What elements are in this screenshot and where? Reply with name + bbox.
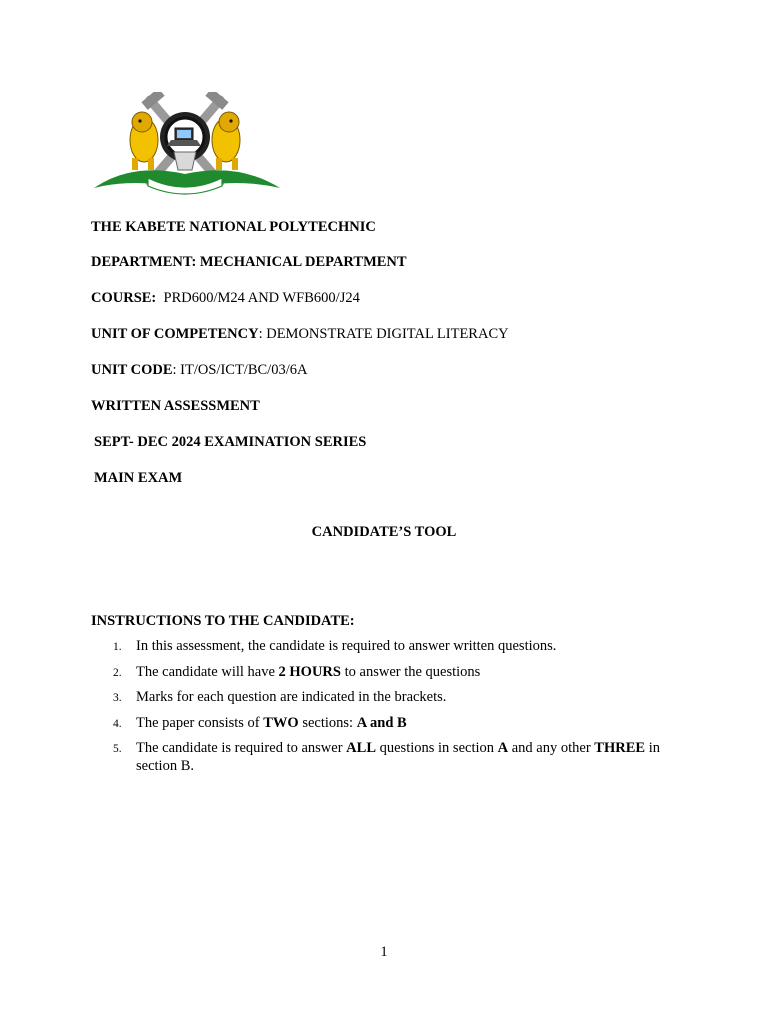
unit-code-value: : IT/OS/ICT/BC/03/6A xyxy=(172,362,308,378)
unit-label: UNIT OF COMPETENCY xyxy=(91,326,259,342)
instruction-emphasis: 2 HOURS xyxy=(278,663,341,680)
instruction-text: to answer the questions xyxy=(340,663,481,680)
institution-name: THE KABETE NATIONAL POLYTECHNIC xyxy=(91,219,376,235)
instruction-emphasis: THREE xyxy=(594,740,646,756)
instruction-emphasis: A and B xyxy=(356,714,407,731)
exam-type: MAIN EXAM xyxy=(94,470,183,486)
assessment-type: WRITTEN ASSESSMENT xyxy=(91,398,260,414)
shield-icon xyxy=(174,152,196,170)
department-line xyxy=(91,253,407,271)
unit-value: : DEMONSTRATE DIGITAL LITERACY xyxy=(258,326,509,342)
instruction-text: in section B. xyxy=(136,740,660,774)
course-line xyxy=(91,289,360,307)
instruction-item xyxy=(91,714,691,732)
course-label: COURSE: xyxy=(91,290,157,306)
instruction-number: 3. xyxy=(113,692,122,704)
instruction-emphasis: TWO xyxy=(263,714,299,731)
instruction-emphasis: A xyxy=(497,740,509,756)
unit-code-label: UNIT CODE xyxy=(91,362,173,378)
instruction-text: The candidate is required to answer xyxy=(136,740,347,756)
unit-of-competency-line xyxy=(91,325,509,343)
instruction-text: The paper consists of xyxy=(136,714,264,731)
instruction-item xyxy=(91,739,691,775)
instruction-text: In this assessment, the candidate is required to answer written questions. xyxy=(136,638,557,654)
department-label: DEPARTMENT: xyxy=(91,254,197,270)
department-value: MECHANICAL DEPARTMENT xyxy=(199,254,407,270)
lion-right-icon xyxy=(212,112,240,170)
instructions-list xyxy=(91,637,691,783)
unit-code-line xyxy=(91,361,307,379)
instruction-emphasis: ALL xyxy=(346,740,376,756)
instruction-number: 5. xyxy=(113,743,122,755)
instruction-number: 4. xyxy=(113,717,122,730)
instruction-item xyxy=(91,688,691,706)
instruction-number: 2. xyxy=(113,666,122,679)
instruction-item xyxy=(91,663,691,681)
instruction-text: sections: xyxy=(298,714,357,731)
instruction-number: 1. xyxy=(113,641,122,653)
instruction-item xyxy=(91,637,691,655)
instructions-heading: INSTRUCTIONS TO THE CANDIDATE: xyxy=(91,613,355,629)
exam-series: SEPT- DEC 2024 EXAMINATION SERIES xyxy=(94,434,367,450)
course-value: PRD600/M24 AND WFB600/J24 xyxy=(163,290,360,306)
instruction-text: questions in section xyxy=(376,740,498,756)
document-title: CANDIDATE’S TOOL xyxy=(311,524,457,540)
lion-left-icon xyxy=(130,112,158,170)
polytechnic-logo xyxy=(92,92,282,196)
instruction-text: Marks for each question are indicated in the brackets. xyxy=(136,689,447,705)
instruction-text: The candidate will have xyxy=(136,663,279,680)
instruction-text: and any other xyxy=(508,740,595,756)
green-base xyxy=(94,170,280,188)
page-number: 1 xyxy=(380,944,388,960)
